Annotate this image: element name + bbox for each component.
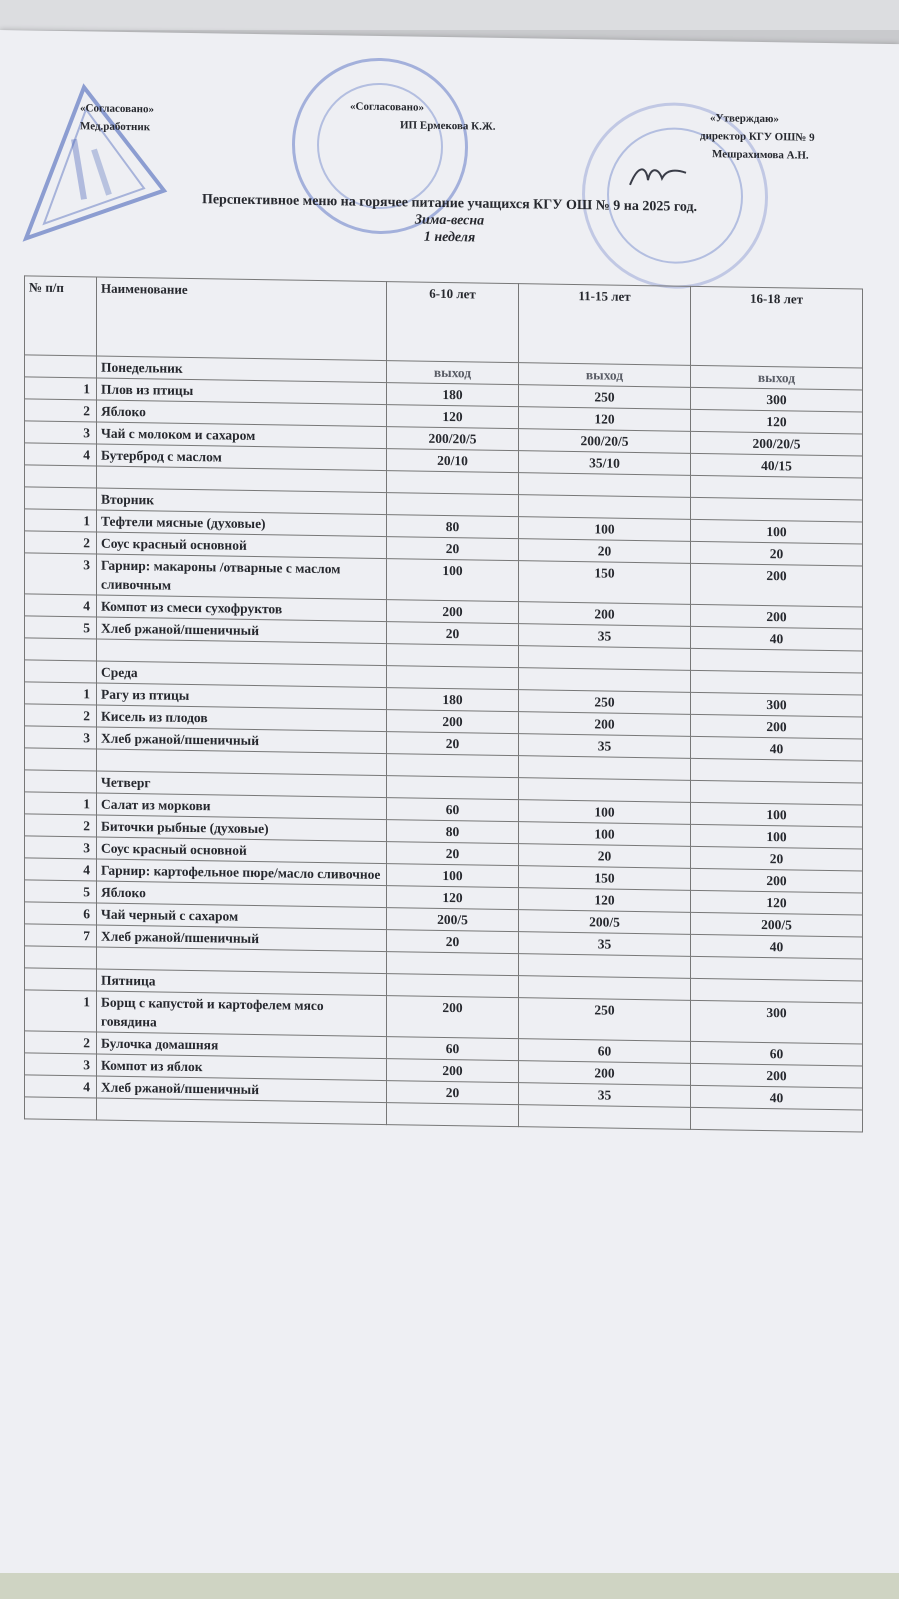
approval-middle-name: ИП Ермекова К.Ж. [400,119,496,133]
table-cell [387,754,519,778]
portion-value: 200 [519,602,691,627]
yield-label: выход [691,365,863,390]
approval-left-position: Мед.работник [80,120,151,134]
background-top [0,0,899,30]
item-number: 3 [25,421,97,444]
portion-value: 20 [691,846,863,871]
dish-name: Тефтели мясные (духовые) [97,510,387,537]
item-number: 3 [25,836,97,859]
portion-value: 35 [519,932,691,957]
portion-value: 200 [691,1063,863,1088]
portion-value: 20 [519,539,691,564]
portion-value: 300 [691,692,863,717]
dish-name: Соус красный основной [97,532,387,559]
portion-value: 200 [519,1061,691,1086]
dish-name: Борщ с капустой и картофелем мясо говядина [97,991,387,1037]
portion-value: 300 [691,387,863,412]
table-cell [387,471,519,495]
portion-value: 35 [519,624,691,649]
portion-value: 200 [691,604,863,629]
dish-name: Салат из моркови [97,793,387,820]
dish-name: Биточки рыбные (духовые) [97,815,387,842]
document-week: 1 неделя [423,229,476,246]
portion-value: 20 [387,732,519,756]
yield-label [519,495,691,520]
column-header-age-11-15: 11-15 лет [519,284,691,366]
dish-name: Гарнир: макароны /отварные с маслом сливочным [97,554,387,600]
approval-right-name: Мешрахимова А.Н. [712,148,809,162]
portion-value: 20/10 [387,449,519,473]
item-number: 3 [25,1053,97,1076]
table-cell [387,644,519,668]
item-number: 6 [25,902,97,925]
portion-value: 20 [691,541,863,566]
item-number: 1 [25,509,97,532]
table-cell [691,475,863,500]
document-sheet [0,30,899,1589]
portion-value: 60 [519,1039,691,1064]
dish-name: Чай черный с сахаром [97,903,387,930]
portion-value: 100 [691,802,863,827]
day-name: Пятница [97,969,387,996]
dish-name: Яблоко [97,400,387,427]
portion-value: 80 [387,515,519,539]
table-cell [25,946,97,969]
portion-value: 60 [387,798,519,822]
portion-value: 150 [519,561,691,605]
portion-value: 250 [519,385,691,410]
approval-left [80,99,154,136]
yield-label [387,493,519,517]
portion-value: 200/5 [387,908,519,932]
portion-value: 60 [691,1041,863,1066]
dish-name: Чай с молоком и сахаром [97,422,387,449]
table-cell [519,954,691,979]
portion-value: 40 [691,626,863,651]
item-number: 4 [25,443,97,466]
portion-value: 20 [387,537,519,561]
table-cell [519,646,691,671]
column-header-age-6-10: 6-10 лет [387,282,519,363]
approval-right-position: директор КГУ ОШ№ 9 [700,129,815,144]
yield-label [387,974,519,998]
table-cell [25,770,97,793]
item-number: 4 [25,594,97,617]
dish-name: Булочка домашняя [97,1032,387,1059]
yield-label [691,978,863,1003]
portion-value: 20 [387,1081,519,1105]
table-cell [25,968,97,991]
dish-name: Хлеб ржаной/пшеничный [97,617,387,644]
portion-value: 120 [691,409,863,434]
portion-value: 250 [519,998,691,1042]
portion-value: 100 [519,822,691,847]
item-number: 2 [25,399,97,422]
table-cell [519,473,691,498]
yield-label [387,666,519,690]
portion-value: 200/5 [519,910,691,935]
portion-value: 200/20/5 [519,429,691,454]
column-header-age-16-18: 16-18 лет [691,286,863,368]
item-number: 1 [25,377,97,400]
portion-value: 20 [519,844,691,869]
item-number: 1 [25,792,97,815]
yield-label: выход [387,361,519,385]
portion-value: 120 [387,405,519,429]
item-number: 3 [25,553,97,595]
dish-name: Плов из птицы [97,378,387,405]
portion-value: 120 [691,890,863,915]
portion-value: 120 [387,886,519,910]
column-header-number: № п/п [25,276,97,356]
dish-name: Яблоко [97,881,387,908]
portion-value: 40 [691,736,863,761]
portion-value: 35 [519,1083,691,1108]
portion-value: 100 [691,519,863,544]
item-number: 2 [25,704,97,727]
table-cell [25,487,97,510]
portion-value: 200 [387,710,519,734]
portion-value: 200 [387,1059,519,1083]
portion-value: 200/20/5 [691,431,863,456]
dish-name: Гарнир: картофельное пюре/масло сливочное [97,859,387,886]
dish-name: Хлеб ржаной/пшеничный [97,925,387,952]
yield-label [519,976,691,1001]
portion-value: 120 [519,888,691,913]
portion-value: 80 [387,820,519,844]
menu-table [24,275,863,1132]
dish-name: Кисель из плодов [97,705,387,732]
portion-value: 20 [387,930,519,954]
yield-label [519,778,691,803]
portion-value: 200 [387,600,519,624]
portion-value: 180 [387,688,519,712]
dish-name: Хлеб ржаной/пшеничный [97,727,387,754]
yield-label [691,497,863,522]
table-cell [25,748,97,771]
document-season: Зима-весна [414,212,485,229]
table-cell [25,355,97,378]
table-cell [691,1107,863,1132]
portion-value: 200 [691,868,863,893]
yield-label [691,670,863,695]
portion-value: 200/5 [691,912,863,937]
portion-value: 250 [519,690,691,715]
item-number: 5 [25,616,97,639]
table-cell [25,1097,97,1120]
item-number: 4 [25,1075,97,1098]
portion-value: 20 [387,622,519,646]
item-number: 7 [25,924,97,947]
item-number: 1 [25,682,97,705]
signature-mark [628,160,688,191]
table-cell [691,758,863,783]
portion-value: 100 [387,559,519,602]
day-name: Среда [97,661,387,688]
day-name: Четверг [97,771,387,798]
day-name: Вторник [97,488,387,515]
table-cell [25,465,97,488]
item-number: 4 [25,858,97,881]
portion-value: 20 [387,842,519,866]
portion-value: 200 [519,712,691,737]
portion-value: 200 [691,563,863,607]
table-cell [97,1098,387,1125]
portion-value: 100 [691,824,863,849]
portion-value: 100 [519,517,691,542]
portion-value: 40 [691,934,863,959]
dish-name: Бутерброд с маслом [97,444,387,471]
day-name: Понедельник [97,356,387,383]
approval-middle-title: «Согласовано» [350,100,424,114]
table-cell [691,956,863,981]
dish-name: Рагу из птицы [97,683,387,710]
column-header-name: Наименование [97,277,387,361]
document-title: Перспективное меню на горячее питание учащихся КГУ ОШ № 9 на 2025 год. [201,192,698,215]
item-number: 2 [25,814,97,837]
portion-value: 200 [387,996,519,1039]
item-number: 2 [25,531,97,554]
background-floor [0,1573,899,1599]
table-cell [25,638,97,661]
approval-right [700,109,815,165]
yield-label [691,780,863,805]
item-number: 5 [25,880,97,903]
portion-value: 35/10 [519,451,691,476]
table-header-row [25,276,863,368]
portion-value: 35 [519,734,691,759]
yield-label [519,668,691,693]
table-cell [519,1105,691,1130]
dish-name: Компот из яблок [97,1054,387,1081]
portion-value: 40/15 [691,453,863,478]
item-number: 1 [25,990,97,1032]
portion-value: 120 [519,407,691,432]
yield-label: выход [519,363,691,388]
portion-value: 40 [691,1085,863,1110]
approval-middle [350,97,496,135]
item-number: 2 [25,1031,97,1054]
yield-label [387,776,519,800]
portion-value: 300 [691,1000,863,1044]
approval-left-title: «Согласовано» [80,102,154,116]
portion-value: 150 [519,866,691,891]
portion-value: 180 [387,383,519,407]
approval-right-title: «Утверждаю» [710,112,779,126]
table-cell [691,648,863,673]
table-cell [25,660,97,683]
portion-value: 200 [691,714,863,739]
portion-value: 200/20/5 [387,427,519,451]
portion-value: 60 [387,1037,519,1061]
portion-value: 100 [387,864,519,888]
table-cell [387,1103,519,1127]
dish-name: Соус красный основной [97,837,387,864]
portion-value: 100 [519,800,691,825]
table-cell [519,756,691,781]
dish-name: Хлеб ржаной/пшеничный [97,1076,387,1103]
table-cell [387,952,519,976]
item-number: 3 [25,726,97,749]
dish-name: Компот из смеси сухофруктов [97,595,387,622]
